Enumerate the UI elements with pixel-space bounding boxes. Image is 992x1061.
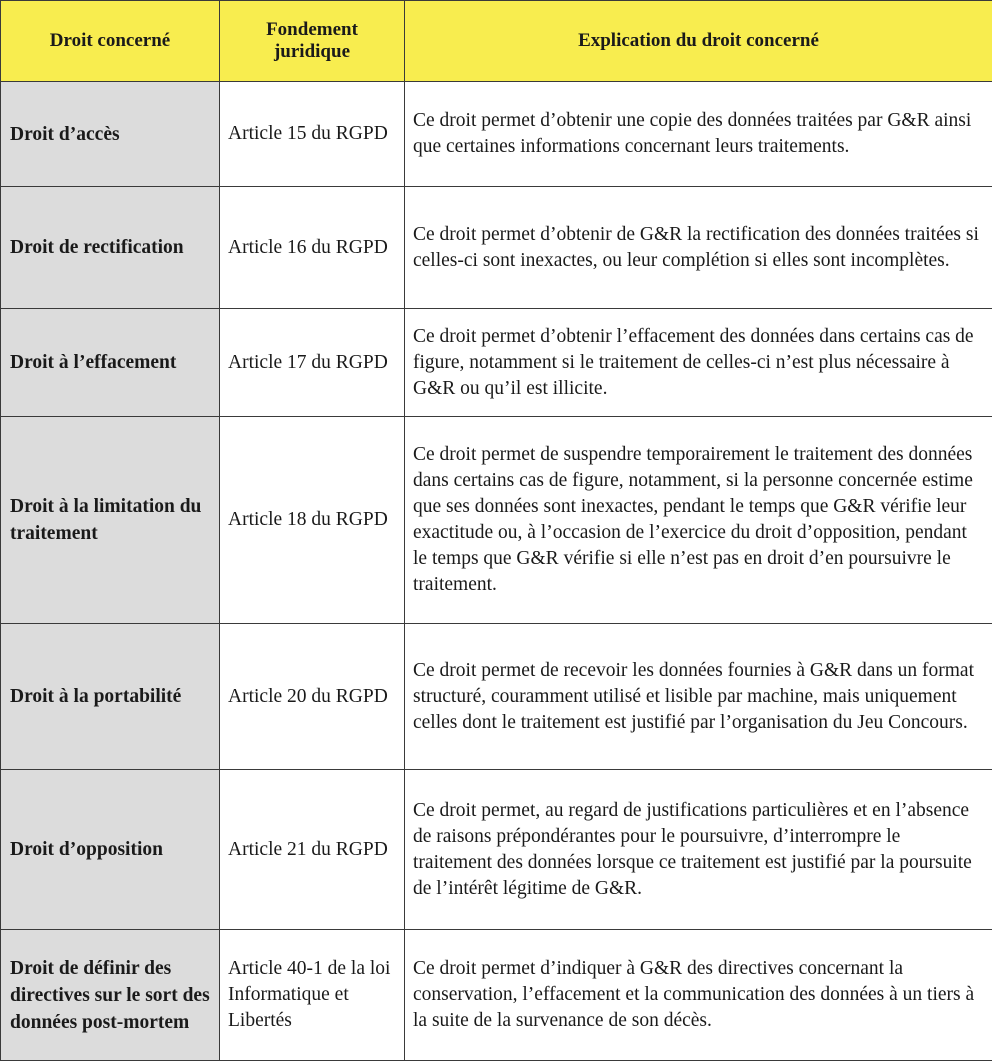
right-explanation: Ce droit permet de recevoir les données fournies à G&R dans un format structuré, couramment utilisé et lisible par machine, mais uniquement celles dont le traitement est justifié par l’organisation du Jeu Concours. (405, 624, 992, 770)
right-explanation: Ce droit permet d’obtenir une copie des données traitées par G&R ainsi que certaines informations concernant leurs traitements. (405, 82, 992, 187)
table-row (1, 770, 992, 930)
right-explanation: Ce droit permet, au regard de justifications particulières et en l’absence de raisons prépondérantes pour le poursuivre, d’interrompre le traitement des données lorsque ce traitement est justifié par la poursuite de l’intérêt légitime de G&R. (405, 770, 992, 930)
right-name: Droit à la limitation du traitement (1, 417, 220, 624)
right-name: Droit à la portabilité (1, 624, 220, 770)
right-name: Droit d’opposition (1, 770, 220, 930)
right-name: Droit à l’effacement (1, 309, 220, 417)
right-explanation: Ce droit permet d’indiquer à G&R des directives concernant la conservation, l’effacement et la communication des données à un tiers à la suite de la survenance de son décès. (405, 930, 992, 1061)
table-row (1, 624, 992, 770)
legal-basis: Article 40-1 de la loi Informatique et Libertés (220, 930, 405, 1061)
right-name: Droit de définir des directives sur le sort des données post-mortem (1, 930, 220, 1061)
legal-basis: Article 21 du RGPD (220, 770, 405, 930)
legal-basis: Article 15 du RGPD (220, 82, 405, 187)
legal-basis: Article 16 du RGPD (220, 187, 405, 309)
legal-basis: Article 17 du RGPD (220, 309, 405, 417)
right-explanation: Ce droit permet d’obtenir de G&R la rectification des données traitées si celles-ci sont inexactes, ou leur complétion si elles sont incomplètes. (405, 187, 992, 309)
table-row (1, 417, 992, 624)
header-explanation: Explication du droit concerné (405, 1, 992, 82)
right-name: Droit de rectification (1, 187, 220, 309)
right-explanation: Ce droit permet d’obtenir l’effacement des données dans certains cas de figure, notamment si le traitement de celles-ci n’est plus nécessaire à G&R ou qu’il est illicite. (405, 309, 992, 417)
table-row (1, 82, 992, 187)
table-row (1, 309, 992, 417)
right-name: Droit d’accès (1, 82, 220, 187)
legal-basis: Article 18 du RGPD (220, 417, 405, 624)
right-explanation: Ce droit permet de suspendre temporairement le traitement des données dans certains cas de figure, notamment, si la personne concernée estime que ses données sont inexactes, pendant le temps que G&R vérifie leur exactitude ou, à l’occasion de l’exercice du droit d’opposition, pendant le temps que G&R vérifie si elle n’est pas en droit d’en poursuivre le traitement. (405, 417, 992, 624)
header-basis: Fondement juridique (220, 1, 405, 82)
table-header-row (1, 1, 992, 82)
legal-basis: Article 20 du RGPD (220, 624, 405, 770)
header-right: Droit concerné (1, 1, 220, 82)
table-row (1, 187, 992, 309)
table-row (1, 930, 992, 1061)
